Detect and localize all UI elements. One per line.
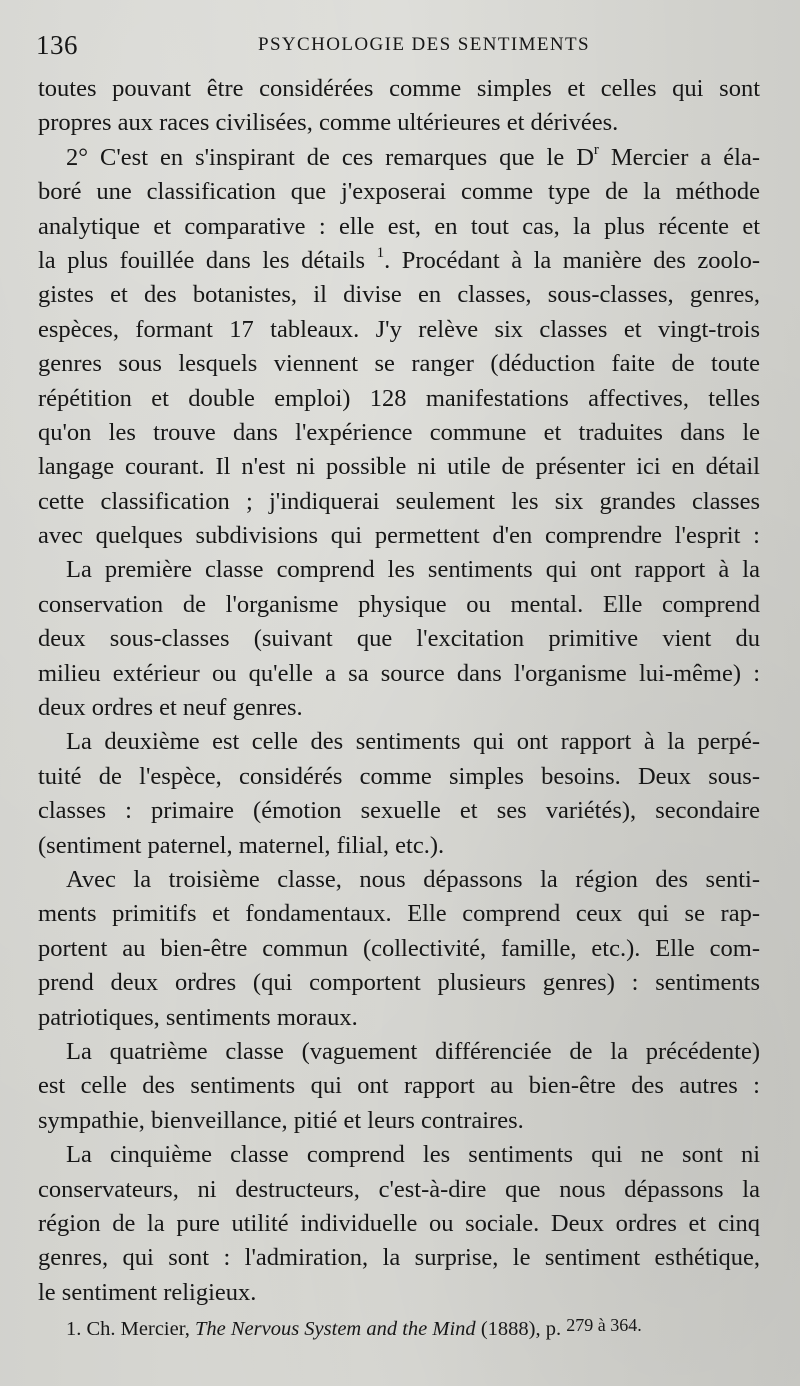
superscript: r <box>593 141 599 158</box>
text-line: analytique et comparative : elle est, en tout cas, la plus récente et <box>38 212 760 240</box>
text-line: qu'on les trouve dans l'expérience commune et traduites dans le <box>38 418 760 446</box>
text-line: est celle des sentiments qui ont rapport au bien-être des autres : <box>38 1072 760 1100</box>
page-number: 136 <box>36 30 78 60</box>
text-line: La deuxième est celle des sentiments qui ont rapport à la perpé- <box>66 728 760 756</box>
footnote-number: 1. <box>66 1318 82 1340</box>
text-line: genres sous lesquels viennent se ranger (déduction faite de toute <box>38 350 760 378</box>
text-line: répétition et double emploi) 128 manifestations affectives, telles <box>38 384 760 412</box>
text-line: sympathie, bienveillance, pitié et leurs contraires. <box>38 1106 524 1134</box>
text-line: avec quelques subdivisions qui permettent d'en comprendre l'esprit : <box>38 522 760 550</box>
footnote-page-prefix: p. <box>545 1318 562 1340</box>
text-fragment: 2° C'est en s'inspirant de ces remarques que le D <box>66 143 594 171</box>
text-line: (sentiment paternel, maternel, filial, etc.). <box>38 831 445 859</box>
text-line: classes : primaire (émotion sexuelle et ses variétés), secondaire <box>38 797 760 825</box>
text-line: Avec la troisième classe, nous dépassons la région des senti- <box>66 865 760 893</box>
text-line: espèces, formant 17 tableaux. J'y relève six classes et vingt-trois <box>38 315 760 343</box>
text-fragment: la plus fouillée dans les détails <box>38 246 377 274</box>
text-line: région de la pure utilité individuelle ou sociale. Deux ordres et cinq <box>38 1209 760 1237</box>
text-line: cette classification ; j'indiquerai seulement les six grandes classes <box>38 487 760 515</box>
footnote <box>66 1315 766 1341</box>
text-line: ments primitifs et fondamentaux. Elle comprend ceux qui se rap- <box>38 900 760 928</box>
text-line: La quatrième classe (vaguement différenciée de la précédente) <box>66 1037 760 1065</box>
text-line: deux ordres et neuf genres. <box>38 694 303 722</box>
text-fragment: . Procédant à la manière des zoolo- <box>384 246 760 274</box>
text-line: tuité de l'espèce, considérés comme simples besoins. Deux sous- <box>38 762 760 790</box>
footnote-marker: 1 <box>376 244 385 261</box>
text-line <box>38 244 760 278</box>
body-text <box>38 72 760 1310</box>
text-line <box>38 141 760 175</box>
footnote-title: The Nervous System and the Mind <box>194 1318 476 1340</box>
text-fragment: Mercier a éla- <box>598 143 760 171</box>
text-line: boré une classification que j'exposerai comme type de la méthode <box>38 178 760 206</box>
text-line: La première classe comprend les sentiments qui ont rapport à la <box>66 556 760 584</box>
text-line: langage courant. Il n'est ni possible ni utile de présenter ici en détail <box>38 453 760 481</box>
text-line: gistes et des botanistes, il divise en classes, sous-classes, genres, <box>38 281 760 309</box>
footnote-pages: 279 à 364. <box>566 1315 642 1335</box>
text-line: prend deux ordres (qui comportent plusieurs genres) : sentiments <box>38 969 760 997</box>
text-line: conservation de l'organisme physique ou mental. Elle comprend <box>38 590 760 618</box>
text-line: milieu extérieur ou qu'elle a sa source dans l'organisme lui-même) : <box>38 659 760 687</box>
text-line: le sentiment religieux. <box>38 1278 257 1306</box>
text-line: portent au bien-être commun (collectivité, famille, etc.). Elle com- <box>38 934 760 962</box>
text-line: La cinquième classe comprend les sentiments qui ne sont ni <box>66 1141 760 1169</box>
running-head: PSYCHOLOGIE DES SENTIMENTS <box>258 34 590 55</box>
text-line: deux sous-classes (suivant que l'excitation primitive vient du <box>38 625 760 653</box>
text-line: propres aux races civilisées, comme ultérieures et dérivées. <box>38 109 619 137</box>
text-line: toutes pouvant être considérées comme simples et celles qui sont <box>38 75 760 102</box>
footnote-author: Ch. Mercier, <box>86 1318 190 1340</box>
page-header <box>36 30 764 64</box>
text-line: genres, qui sont : l'admiration, la surprise, le sentiment esthétique, <box>38 1244 760 1272</box>
text-line: patriotiques, sentiments moraux. <box>38 1003 358 1031</box>
footnote-year: (1888), <box>480 1318 541 1340</box>
text-line: conservateurs, ni destructeurs, c'est-à-dire que nous dépassons la <box>38 1175 760 1203</box>
